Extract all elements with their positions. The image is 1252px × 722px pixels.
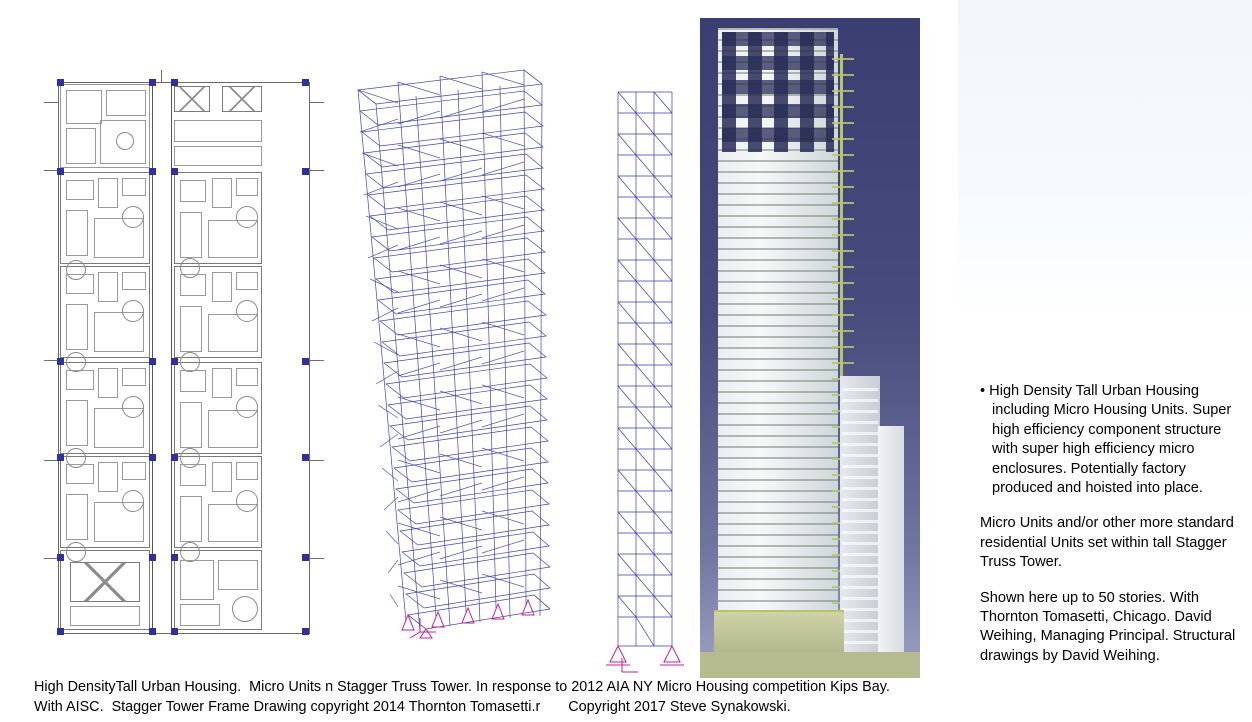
fixture-circle — [122, 490, 144, 512]
room-plan — [106, 90, 146, 116]
furniture-plan — [236, 368, 258, 386]
structural-node — [171, 454, 178, 461]
furniture-plan — [66, 464, 94, 484]
structural-node — [149, 454, 156, 461]
floorplan-figure — [36, 60, 336, 640]
bed-plan — [180, 402, 202, 448]
furniture-plan — [212, 272, 232, 302]
room-plan — [66, 128, 96, 164]
fixture-circle — [236, 300, 258, 322]
structural-node — [302, 628, 309, 635]
furniture-plan — [98, 368, 118, 398]
structural-node — [57, 554, 64, 561]
fixture-circle — [122, 206, 144, 228]
structural-node — [149, 554, 156, 561]
frame-3d-figure — [340, 60, 590, 640]
room-plan — [180, 604, 220, 626]
structural-node — [149, 168, 156, 175]
furniture-plan — [66, 274, 94, 294]
structural-node — [57, 628, 64, 635]
fixture-circle — [122, 300, 144, 322]
furniture-plan — [98, 272, 118, 302]
bed-plan — [180, 306, 202, 352]
furniture-plan — [180, 274, 206, 296]
fixture-circle — [180, 352, 200, 372]
elevator-hatch — [70, 562, 140, 602]
furniture-plan — [180, 464, 206, 486]
notes-text-block — [980, 382, 1236, 666]
furniture-plan — [66, 370, 94, 390]
support-symbols — [606, 646, 684, 665]
fixture-circle — [236, 396, 258, 418]
stair-hatch — [174, 86, 210, 112]
stair-plan — [180, 560, 214, 600]
furniture-plan — [122, 272, 146, 290]
bed-plan — [180, 212, 202, 258]
bed-plan — [66, 304, 88, 350]
caption-block — [34, 678, 944, 718]
furniture-plan — [180, 370, 206, 392]
podium-base — [714, 610, 844, 658]
adjacent-building-windows — [842, 388, 878, 648]
furniture-plan — [122, 462, 146, 480]
structural-node — [149, 358, 156, 365]
fixture-circle — [66, 352, 86, 372]
caption-line-1: High DensityTall Urban Housing. Micro Units n Stagger Truss Tower. In response to 2012 AIA NY Micro Housing competition Kips Bay. — [34, 679, 890, 695]
bed-plan — [66, 494, 88, 540]
furniture-plan — [236, 178, 258, 196]
structural-node — [149, 79, 156, 86]
furniture-plan — [122, 178, 146, 196]
bed-plan — [180, 496, 202, 542]
fixture-circle — [236, 206, 258, 228]
tower-rendering — [700, 18, 920, 678]
furniture-plan — [98, 462, 118, 492]
notes-paragraph-3: Shown here up to 50 stories. With Thornton Tomasetti, Chicago. David Weihing, Managing Principal. Structural drawings by David Weihing. — [980, 589, 1236, 664]
bed-plan — [66, 400, 88, 446]
tower-crown — [722, 32, 834, 152]
room-plan — [70, 606, 140, 626]
structural-node — [302, 454, 309, 461]
fixture-circle — [122, 396, 144, 418]
fixture-circle — [180, 542, 200, 562]
ground-plane — [700, 652, 920, 678]
structural-node — [57, 454, 64, 461]
structural-node — [171, 79, 178, 86]
furniture-plan — [236, 462, 258, 480]
structural-node — [149, 628, 156, 635]
room-plan — [66, 90, 102, 124]
furniture-plan — [98, 178, 118, 208]
notes-bullet-1: • High Density Tall Urban Housing including Micro Housing Units. Super high efficiency component structure with super high efficiency micro enclosures. Potentially factory produced and hoisted into place. — [980, 383, 1232, 497]
furniture-plan — [66, 180, 94, 200]
structural-node — [302, 358, 309, 365]
room-plan — [174, 146, 262, 166]
adjacent-building — [878, 426, 904, 656]
floorplan-drawing — [36, 60, 336, 640]
furniture-plan — [180, 180, 206, 202]
structural-node — [302, 554, 309, 561]
notes-paragraph-2: Micro Units and/or other more standard residential Units set within tall Stagger Truss Tower. — [980, 515, 1234, 571]
structural-node — [171, 168, 178, 175]
structural-node — [171, 628, 178, 635]
frame-3d-model — [340, 60, 590, 640]
furniture-plan — [122, 368, 146, 386]
fixture-circle — [232, 596, 258, 622]
notes-column — [958, 0, 1252, 722]
notes-panel-tint — [958, 0, 1252, 320]
structural-node — [171, 358, 178, 365]
caption-line-2: With AISC. Stagger Tower Frame Drawing copyright 2014 Thornton Tomasetti.r Copyright 2017 Steve Synakowski. — [34, 698, 791, 715]
frame-elevation — [596, 80, 696, 680]
structural-node — [302, 168, 309, 175]
core-corridor — [152, 82, 172, 632]
structural-node — [171, 554, 178, 561]
room-plan — [174, 120, 262, 142]
structural-node — [57, 358, 64, 365]
fixture-circle — [66, 542, 86, 562]
bed-plan — [66, 210, 88, 256]
furniture-plan — [236, 272, 258, 290]
fixture-circle — [236, 490, 258, 512]
furniture-plan — [212, 178, 232, 208]
elevator-hatch — [222, 86, 262, 112]
room-plan — [218, 560, 258, 590]
fixture-circle — [116, 132, 134, 150]
structural-node — [57, 79, 64, 86]
frame-2d-figure — [596, 80, 696, 680]
structural-node — [57, 168, 64, 175]
furniture-plan — [212, 462, 232, 492]
structural-node — [302, 79, 309, 86]
furniture-plan — [212, 368, 232, 398]
rendering-figure — [700, 18, 920, 678]
